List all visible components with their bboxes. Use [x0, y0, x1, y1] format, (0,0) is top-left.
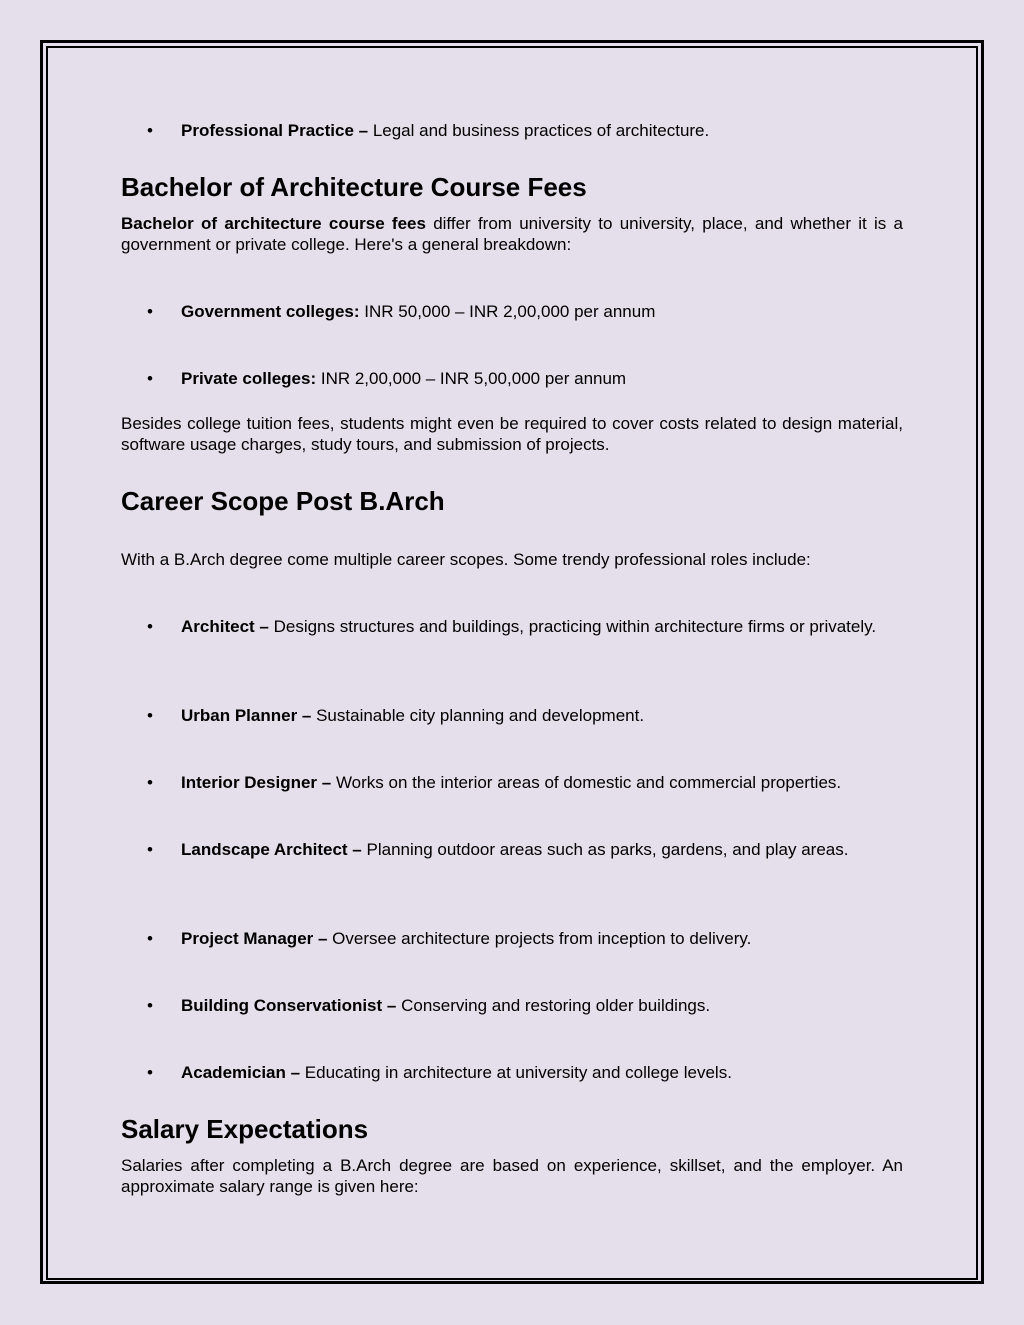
list-item-desc: Educating in architecture at university and college levels. [300, 1063, 732, 1082]
list-item-academician [121, 1062, 903, 1083]
list-item-term: Building Conservationist – [181, 996, 397, 1015]
list-item-project-manager [121, 928, 903, 949]
list-item-building-conservationist [121, 995, 903, 1016]
bullet-icon: • [147, 996, 153, 1015]
list-item-desc: INR 2,00,000 – INR 5,00,000 per annum [316, 369, 627, 388]
fees-intro-paragraph [121, 213, 903, 255]
salary-intro-paragraph: Salaries after completing a B.Arch degree are based on experience, skillset, and the employer. An approximate salary range is given here: [121, 1156, 903, 1196]
bullet-icon: • [147, 369, 153, 388]
list-item-term: Project Manager – [181, 929, 328, 948]
list-item-urban-planner [121, 705, 903, 726]
list-item-term: Urban Planner – [181, 706, 312, 725]
list-item-term: Professional Practice – [181, 121, 369, 140]
bullet-icon: • [147, 121, 153, 140]
section-heading-career-scope: Career Scope Post B.Arch [121, 486, 445, 516]
list-item-private-colleges [121, 368, 903, 389]
section-heading-course-fees: Bachelor of Architecture Course Fees [121, 172, 587, 202]
list-item-desc: Planning outdoor areas such as parks, gardens, and play areas. [361, 840, 849, 859]
list-item-term: Interior Designer – [181, 773, 332, 792]
career-intro-paragraph: With a B.Arch degree come multiple career scopes. Some trendy professional roles include: [121, 550, 811, 569]
list-item-desc: Conserving and restoring older buildings. [396, 996, 711, 1015]
bullet-icon: • [147, 1063, 153, 1082]
bullet-icon: • [147, 840, 153, 859]
list-item-desc: Oversee architecture projects from inception to delivery. [327, 929, 752, 948]
list-item-term: Landscape Architect – [181, 840, 362, 859]
list-item-landscape-architect [121, 839, 903, 860]
fees-note-paragraph: Besides college tuition fees, students might even be required to cover costs related to design material, software usage charges, study tours, and submission of projects. [121, 414, 903, 454]
list-item-term: Academician – [181, 1063, 301, 1082]
list-item-government-colleges [121, 301, 903, 322]
section-heading-salary: Salary Expectations [121, 1114, 369, 1144]
fees-intro-text: differ from university to university, place, and whether it is a government or private college. Here's a general breakdown: [121, 214, 903, 254]
list-item-term: Private colleges: [181, 369, 317, 388]
bullet-icon: • [147, 617, 153, 636]
list-item-interior-designer [121, 772, 903, 793]
list-item-term: Architect – [181, 617, 269, 636]
list-item-architect [121, 616, 903, 637]
list-item-desc: Legal and business practices of architecture. [368, 121, 710, 140]
list-item-professional-practice [121, 120, 903, 141]
list-item-desc: INR 50,000 – INR 2,00,000 per annum [359, 302, 656, 321]
bullet-icon: • [147, 929, 153, 948]
bullet-icon: • [147, 773, 153, 792]
list-item-term: Government colleges: [181, 302, 360, 321]
list-item-desc: Works on the interior areas of domestic and commercial properties. [331, 773, 842, 792]
fees-intro-bold: Bachelor of architecture course fees [121, 214, 426, 233]
bullet-icon: • [147, 706, 153, 725]
list-item-desc: Designs structures and buildings, practicing within architecture firms or privately. [268, 617, 877, 636]
list-item-desc: Sustainable city planning and development. [311, 706, 645, 725]
bullet-icon: • [147, 302, 153, 321]
